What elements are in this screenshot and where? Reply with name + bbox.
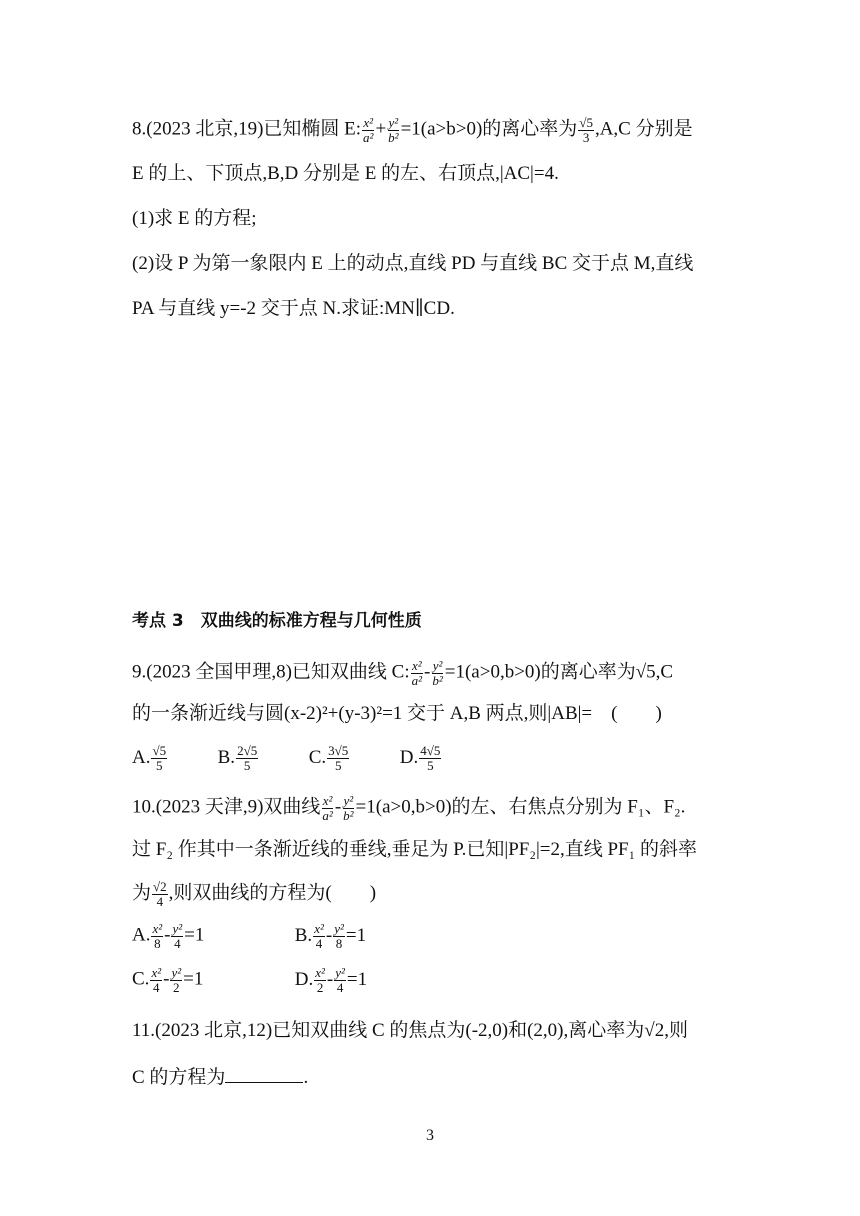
- q9-options: [132, 744, 442, 772]
- q10-options-row-1: [132, 922, 366, 950]
- fraction: $\frac{\text{y²}}{\text{b²}}$: [343, 793, 354, 823]
- q9-option-c: C. $\frac{3√5}{5}$: [308, 743, 349, 773]
- fraction: $\frac{4√5}{5}$: [420, 743, 441, 773]
- fraction: $\frac{3√5}{5}$: [328, 743, 349, 773]
- answer-blank[interactable]: [225, 1066, 303, 1083]
- fraction: $\frac{\text{x²}}{4}$: [314, 921, 324, 951]
- fraction: $\frac{\text{y²}}{4}$: [172, 921, 183, 951]
- fraction: $\frac{\text{x²}}{8}$: [152, 921, 163, 951]
- q10-option-c: C. $\frac{\text{x²}}{4}$ - $\frac{\text{y²}}{2}$ =1: [132, 965, 204, 995]
- q8-line-5: PA 与直线 y=-2 交于点 N.求证:MN∥CD.: [132, 298, 455, 319]
- q10-option-b: B. $\frac{\text{x²}}{4}$ - $\frac{\text{y²}}{8}$ =1: [294, 921, 367, 951]
- q10-line-3: 为 $\frac{√2}{4}$ ,则双曲线的方程为( ): [132, 879, 377, 909]
- fraction: $\frac{√5}{3}$: [579, 115, 593, 145]
- fraction: $\frac{√5}{5}$: [152, 743, 167, 773]
- q11-line-1: 11.(2023 北京,12)已知双曲线 C 的焦点为(-2,0)和(2,0),离心率为√2,则: [132, 1020, 688, 1041]
- fraction: $\frac{2√5}{5}$: [237, 743, 258, 773]
- fraction: $\frac{\text{y²}}{\text{b²}}$: [432, 658, 443, 688]
- fraction: $\frac{\text{y²}}{2}$: [171, 965, 182, 995]
- q10-line-1: 10.(2023 天津,9)双曲线 $\frac{\text{x²}}{\text{a²}}$ - $\frac{\text{y²}}{\text{b²}}$ =1(a>0,b>0)的左、右焦点分别为 F₁、F₂.: [132, 793, 686, 823]
- q10-options-row-2: [132, 966, 367, 994]
- fraction: $\frac{\text{x²}}{\text{a²}}$: [411, 658, 423, 688]
- section-heading: 考点 3 双曲线的标准方程与几何性质: [132, 611, 422, 631]
- q9-option-a: A. $\frac{√5}{5}$: [132, 743, 167, 773]
- q8-line-2: E 的上、下顶点,B,D 分别是 E 的左、右顶点,|AC|=4.: [132, 163, 559, 184]
- q10-option-a: A. $\frac{\text{x²}}{8}$ - $\frac{\text{y²}}{4}$ =1: [132, 921, 205, 951]
- fraction: $\frac{\text{x²}}{2}$: [315, 965, 325, 995]
- fraction: $\frac{√2}{4}$: [153, 879, 167, 909]
- q8-line-4: (2)设 P 为第一象限内 E 上的动点,直线 PD 与直线 BC 交于点 M,直线: [132, 253, 694, 274]
- q9-option-b: B. $\frac{2√5}{5}$: [217, 743, 258, 773]
- q9-line-2: 的一条渐近线与圆(x-2)²+(y-3)²=1 交于 A,B 两点,则|AB|= ( ): [132, 703, 662, 724]
- page-number: 3: [426, 1127, 434, 1144]
- fraction: $\frac{\text{x²}}{\text{a²}}$: [363, 115, 374, 145]
- fraction: $\frac{\text{x²}}{\text{a²}}$: [322, 793, 333, 823]
- q8-line-1: 8.(2023 北京,19)已知椭圆 E: $\frac{\text{x²}}{\text{a²}}$ + $\frac{\text{y²}}{\text{b²}}$ =1(a>b>0)的离心率为 $\frac{√5}{3}$ ,A,C 分别是: [132, 115, 693, 145]
- fraction: $\frac{\text{y²}}{4}$: [335, 965, 345, 995]
- fraction: $\frac{\text{y²}}{8}$: [334, 921, 344, 951]
- fraction: $\frac{\text{x²}}{4}$: [151, 965, 162, 995]
- q10-option-d: D. $\frac{\text{x²}}{2}$ - $\frac{\text{y²}}{4}$ =1: [294, 965, 368, 995]
- fraction: $\frac{\text{y²}}{\text{b²}}$: [388, 115, 399, 145]
- q10-line-2: 过 F₂ 作其中一条渐近线的垂线,垂足为 P.已知|PF₂|=2,直线 PF₁ 的斜率: [132, 839, 697, 860]
- q9-line-1: 9.(2023 全国甲理,8)已知双曲线 C: $\frac{\text{x²}}{\text{a²}}$ - $\frac{\text{y²}}{\text{b²}}$ =1(a>0,b>0)的离心率为√5,C: [132, 658, 674, 688]
- q11-line-2: C 的方程为 .: [132, 1067, 309, 1088]
- q8-line-3: (1)求 E 的方程;: [132, 208, 257, 229]
- q9-option-d: D. $\frac{4√5}{5}$: [399, 743, 441, 773]
